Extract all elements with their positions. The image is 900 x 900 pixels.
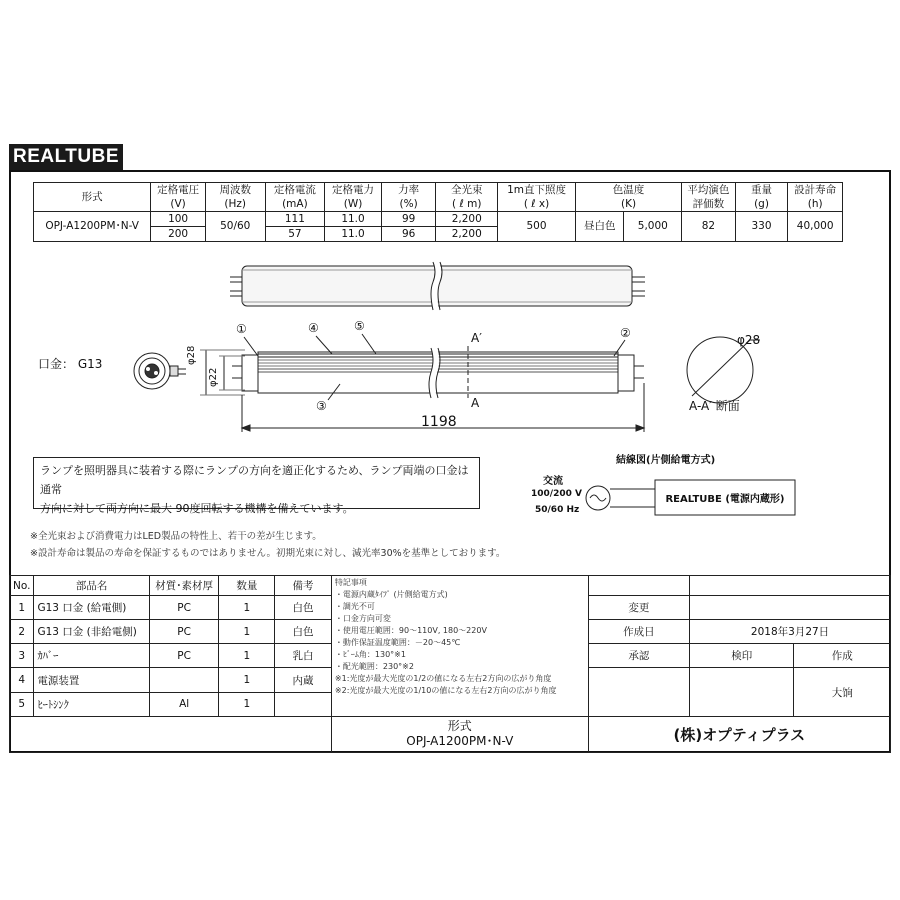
change-label: 変更 bbox=[588, 596, 689, 620]
spec-current: 111 bbox=[265, 212, 325, 227]
realtube-logo: REALTUBE bbox=[9, 144, 123, 170]
spec-header-model: 形式 bbox=[34, 183, 151, 212]
inspect-label: 検印 bbox=[690, 644, 794, 668]
spec-current: 57 bbox=[265, 227, 325, 242]
dim-phi28: φ28 bbox=[186, 345, 197, 365]
author-label: 作成 bbox=[794, 644, 891, 668]
parts-header-no: No. bbox=[10, 576, 34, 596]
special-notes: 特記事項 ・電源内蔵ﾀｲﾌﾟ (片側給電方式) ・調光不可 ・口金方向可変 ・使用電圧範囲：90～110V, 180～220V ・動作保証温度範囲：－20～45℃ ・ﾋﾞｰﾑ角：130°※1 ・配光範囲：230°※2 ※1:光度が最大光度の1/2の値になる左右2方向の広がり角度 ※2:光度が最大光度の1/10の値になる左右2方向の広がり角度 bbox=[331, 576, 588, 717]
parts-row: 4 電源装置 1 内蔵 大饷 bbox=[10, 668, 891, 692]
spec-power: 11.0 bbox=[325, 227, 382, 242]
wiring-title: 結線図(片側給電方式) bbox=[616, 455, 716, 466]
callout-4: ④ bbox=[308, 321, 319, 335]
spec-power-factor: 99 bbox=[381, 212, 436, 227]
spec-model: OPJ-A1200PM･N-V bbox=[34, 212, 151, 242]
spec-power: 11.0 bbox=[325, 212, 382, 227]
spec-color-temp: 5,000 bbox=[624, 212, 682, 242]
spec-weight: 330 bbox=[735, 212, 788, 242]
created-date: 2018年3月27日 bbox=[690, 620, 891, 644]
callout-5: ⑤ bbox=[354, 319, 365, 333]
approve-label: 承認 bbox=[588, 644, 689, 668]
author-name: 大饷 bbox=[794, 668, 891, 716]
tube-side-view bbox=[232, 348, 644, 398]
parts-row: 3 ｶﾊﾞｰ PC 1 乳白 承認 検印 作成 bbox=[10, 644, 891, 668]
wiring-voltage: 100/200 V bbox=[531, 489, 582, 499]
spec-life: 40,000 bbox=[788, 212, 843, 242]
parts-header-qty: 数量 bbox=[219, 576, 275, 596]
section-a: A bbox=[471, 396, 480, 410]
spec-header-frequency: 周波数 (Hz) bbox=[205, 183, 265, 212]
spec-color-name: 昼白色 bbox=[575, 212, 624, 242]
spec-power-factor: 96 bbox=[381, 227, 436, 242]
spec-header-cri: 平均演色 評価数 bbox=[682, 183, 736, 212]
spec-header-voltage: 定格電圧 (V) bbox=[151, 183, 206, 212]
parts-header-note: 備考 bbox=[275, 576, 332, 596]
wiring-frequency: 50/60 Hz bbox=[535, 505, 580, 515]
spec-header-power: 定格電力 (W) bbox=[325, 183, 382, 212]
spec-lumen: 2,200 bbox=[436, 212, 498, 227]
callout-2: ② bbox=[620, 326, 631, 340]
spec-cri: 82 bbox=[682, 212, 736, 242]
spec-voltage: 100 bbox=[151, 212, 206, 227]
parts-row: 1 G13 口金 (給電側) PC 1 白色 変更 bbox=[10, 596, 891, 620]
spec-header-lumen: 全光束 ( ℓ m) bbox=[436, 183, 498, 212]
wiring-box-label: REALTUBE (電源内蔵形) bbox=[665, 494, 785, 505]
spec-header-current: 定格電流 (mA) bbox=[265, 183, 325, 212]
remark-lumen: ※全光束および消費電力はLED製品の特性上、若干の差が生じます。 bbox=[30, 531, 322, 542]
spec-frequency: 50/60 bbox=[205, 212, 265, 242]
title-block-table bbox=[9, 575, 891, 753]
created-label: 作成日 bbox=[588, 620, 689, 644]
spec-header-life: 設計寿命 (h) bbox=[788, 183, 843, 212]
spec-lumen: 2,200 bbox=[436, 227, 498, 242]
spec-illuminance: 500 bbox=[498, 212, 576, 242]
parts-header-material: 材質･素材厚 bbox=[149, 576, 219, 596]
spec-header-weight: 重量 (g) bbox=[735, 183, 788, 212]
parts-header-name: 部品名 bbox=[34, 576, 149, 596]
wiring-ac-label: 交流 bbox=[543, 476, 563, 487]
section-label: A-A′ 断面 bbox=[689, 399, 740, 413]
spec-header-illuminance: 1m直下照度 ( ℓ x) bbox=[498, 183, 576, 212]
spec-header-power-factor: 力率 (%) bbox=[381, 183, 436, 212]
dim-length: 1198 bbox=[421, 414, 457, 430]
base-label: 口金： G13 bbox=[38, 357, 103, 371]
spec-header-color-temp: 色温度 (K) bbox=[575, 183, 681, 212]
parts-row: 2 G13 口金 (非給電側) PC 1 白色 作成日 2018年3月27日 bbox=[10, 620, 891, 644]
callout-1: ① bbox=[236, 322, 247, 336]
orientation-note: ランプを照明器具に装着する際にランプの方向を適正化するため、ランプ両端の口金は通常 方向に対して両方向に最大 90度回転する機構を備えています。 bbox=[33, 457, 480, 509]
callout-3: ③ bbox=[316, 399, 327, 413]
parts-row: 5 ﾋｰﾄｼﾝｸ Al 1 bbox=[10, 692, 891, 716]
section-phi28: φ28 bbox=[737, 333, 761, 347]
section-a-prime: A′ bbox=[471, 331, 482, 345]
tube-perspective bbox=[230, 262, 645, 310]
dim-phi22: φ22 bbox=[208, 367, 219, 387]
spec-voltage: 200 bbox=[151, 227, 206, 242]
company-name: (株)オプティプラス bbox=[588, 716, 890, 752]
footer-model: 形式 OPJ-A1200PM･N-V bbox=[331, 716, 588, 752]
end-cap-view bbox=[134, 353, 186, 389]
remark-life: ※設計寿命は製品の寿命を保証するものではありません。初期光束に対し、減光率30%を基準としております。 bbox=[30, 548, 506, 559]
